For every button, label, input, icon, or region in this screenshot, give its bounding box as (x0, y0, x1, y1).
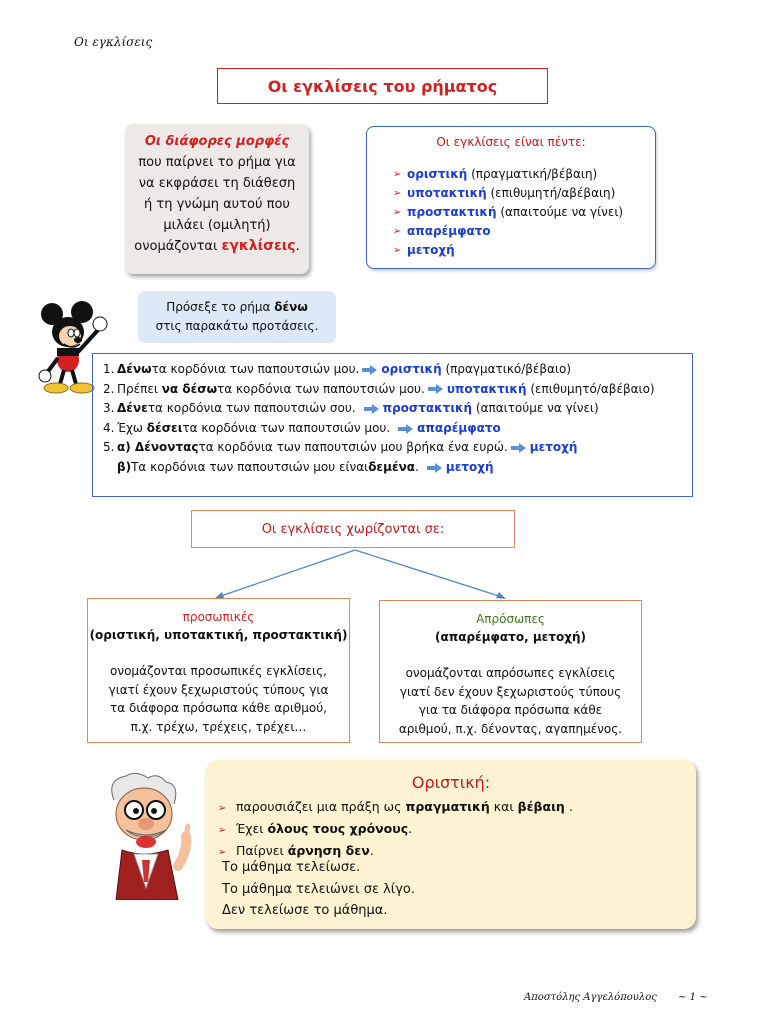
impersonal-subtitle: (απαρέμφατο, μετοχή) (434, 630, 586, 644)
moods-term: εγκλίσεις (221, 238, 296, 254)
impersonal-box (379, 600, 642, 743)
chevron-right-icon: ➢ (218, 825, 227, 836)
five-moods-list (393, 165, 623, 260)
example-row: 1. Δένω τα κορδόνια των παπουτσιών μου. οριστική (πραγματικό/βέβαιο) (103, 362, 572, 376)
impersonal-description: ονομάζονται απρόσωπες εγκλίσεις γιατί δεν έχουν ξεχωριστούς τύπους για τα διάφορα πρόσωπα κάθε αριθμού, π.χ. δένοντας, αγαπημένος. (398, 666, 623, 736)
footer-author: Αποστόλης Αγγελόπουλος (524, 992, 657, 1003)
list-item: ➢ προστακτική (απαιτούμε να γίνει) (393, 203, 623, 222)
page-title: Οι εγκλίσεις του ρήματος (267, 76, 498, 96)
definition-line: μιλάει (ομιλητή) (163, 218, 271, 233)
arrow-right-icon (362, 365, 378, 375)
example-row: 2. Πρέπει να δέσω τα κορδόνια των παπουτσιών μου. υποτακτική (επιθυμητό/αβέβαιο) (103, 381, 655, 396)
impersonal-title: Απρόσωπες (476, 612, 545, 626)
arrow-right-icon (511, 443, 527, 453)
personal-box (87, 598, 350, 743)
personal-description: ονομάζονται προσωπικές εγκλίσεις, γιατί έχουν ξεχωριστούς τύπους για τα διάφορα πρόσωπα κάθε αριθμού, π.χ. τρέχω, τρέχεις, τρέχει… (108, 664, 329, 734)
list-item: ➢ οριστική (πραγματική/βέβαιη) (393, 165, 623, 184)
examples-list (103, 360, 655, 478)
list-item: ➢ μετοχή (393, 241, 623, 260)
example-row: 3. Δένε τα κορδόνια των παπουτσιών σου. προστακτική (απαιτούμε να γίνει) (103, 401, 599, 416)
chevron-right-icon: ➢ (218, 803, 227, 814)
page-footer (524, 992, 708, 1003)
personal-title: προσωπικές (182, 610, 255, 624)
title-box (217, 68, 548, 104)
examples-box (92, 353, 693, 497)
personal-subtitle: (οριστική, υποτακτική, προστακτική) (89, 628, 348, 642)
verb-highlight: δένω (274, 300, 308, 314)
definition-line: ή τη γνώμη αυτού που (144, 197, 290, 212)
arrow-right-icon (364, 404, 380, 414)
list-item: ➢ Έχει όλους τους χρόνους. (218, 819, 573, 841)
divide-title: Οι εγκλίσεις χωρίζονται σε: (261, 521, 445, 537)
definition-line: ονομάζονται εγκλίσεις. (134, 238, 300, 254)
definition-box (125, 124, 309, 274)
chevron-right-icon: ➢ (218, 847, 227, 858)
example-row: β) Τα κορδόνια των παπουτσιών μου είναι δεμένα . μετοχή (117, 459, 494, 474)
five-moods-title: Οι εγκλίσεις είναι πέντε: (436, 135, 586, 149)
arrow-right-icon (428, 384, 444, 394)
definition-emphasis: Οι διάφορες μορφές (144, 134, 290, 149)
example-row: 4. Έχω δέσει τα κορδόνια των παπουτσιών μου. απαρέμφατο (103, 420, 501, 435)
divide-box (191, 510, 515, 548)
five-moods-box (366, 126, 656, 269)
chevron-right-icon: ➢ (393, 207, 402, 218)
chevron-right-icon: ➢ (393, 226, 402, 237)
arrow-right-icon (398, 424, 414, 434)
indicative-title: Οριστική: (411, 773, 491, 792)
list-item: ➢ Παίρνει άρνηση δεν. (218, 841, 573, 863)
definition-line: που παίρνει το ρήμα για (138, 155, 296, 170)
professor-icon (96, 770, 204, 900)
list-item: ➢ παρουσιάζει μια πράξη ως πραγματική και βέβαιη . (218, 797, 573, 819)
definition-line: να εκφράσει τη διάθεση (138, 176, 296, 191)
list-item: ➢ υποτακτική (επιθυμητή/αβέβαιη) (393, 184, 623, 203)
chevron-right-icon: ➢ (393, 188, 402, 199)
page-number: ~ 1 ~ (678, 992, 708, 1003)
indicative-box (206, 760, 696, 929)
indicative-examples: Το μάθημα τελείωσε. Το μάθημα τελειώνει σε λίγο. Δεν τελείωσε το μάθημα. (222, 860, 415, 918)
indicative-bullets (218, 797, 573, 863)
branch-arrows (200, 548, 580, 603)
example-row: 5. α) Δένοντας τα κορδόνια των παπουτσιών μου βρήκα ένα ευρώ. μετοχή (103, 440, 578, 455)
page-header: Οι εγκλίσεις (74, 35, 153, 49)
chevron-right-icon: ➢ (393, 245, 402, 256)
arrow-right-icon (427, 463, 443, 473)
chevron-right-icon: ➢ (393, 169, 402, 180)
list-item: ➢ απαρέμφατο (393, 222, 623, 241)
notice-bubble: Πρόσεξε το ρήμα δένω στις παρακάτω προτάσεις. (138, 291, 336, 343)
